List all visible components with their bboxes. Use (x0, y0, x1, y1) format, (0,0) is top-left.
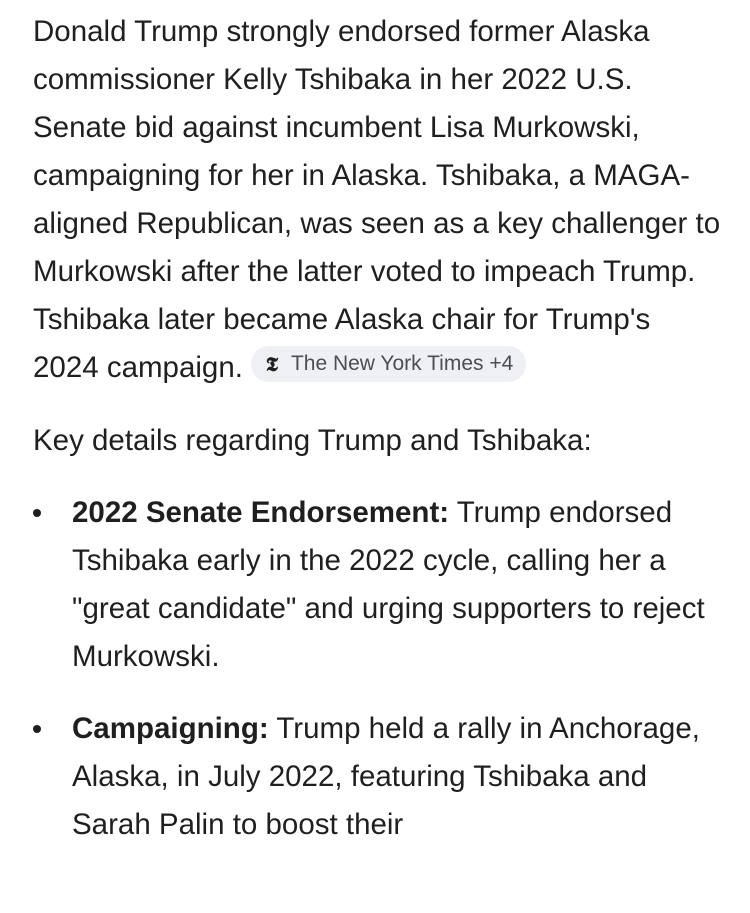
bullet-icon (33, 725, 41, 733)
bullet-icon (33, 509, 41, 517)
answer-paragraph-text: Donald Trump strongly endorsed former Alaska commissioner Kelly Tshibaka in her 2022 U.S. Senate bid against incumbent Lisa Murkowski, campaigning for her in Alaska. Tshibaka, a MAGA-aligned Republican, was seen as a key challenger to Murkowski after the latter voted to impeach Trump. Tshibaka later became Alaska chair for Trump's 2024 campaign. (33, 15, 721, 384)
answer-paragraph (33, 8, 723, 392)
detail-term: 2022 Senate Endorsement: (72, 496, 450, 529)
nyt-logo-icon: 𝕿 (265, 352, 279, 377)
answer-content (33, 8, 723, 873)
detail-term: Campaigning: (72, 712, 269, 745)
detail-text: Trump endorsed Tshibaka early in the 2022 cycle, calling her a "great candidate" and urging supporters to reject Murkowski. (72, 496, 705, 673)
details-intro: Key details regarding Trump and Tshibaka: (33, 424, 592, 457)
details-list (33, 489, 723, 849)
source-chip-label: The New York Times +4 (290, 352, 514, 376)
list-item (33, 705, 723, 849)
detail-text: Trump held a rally in Anchorage, Alaska, in July 2022, featuring Tshibaka and Sarah Palin to boost their (72, 712, 700, 841)
list-item (33, 489, 723, 681)
source-chip[interactable] (251, 346, 526, 382)
